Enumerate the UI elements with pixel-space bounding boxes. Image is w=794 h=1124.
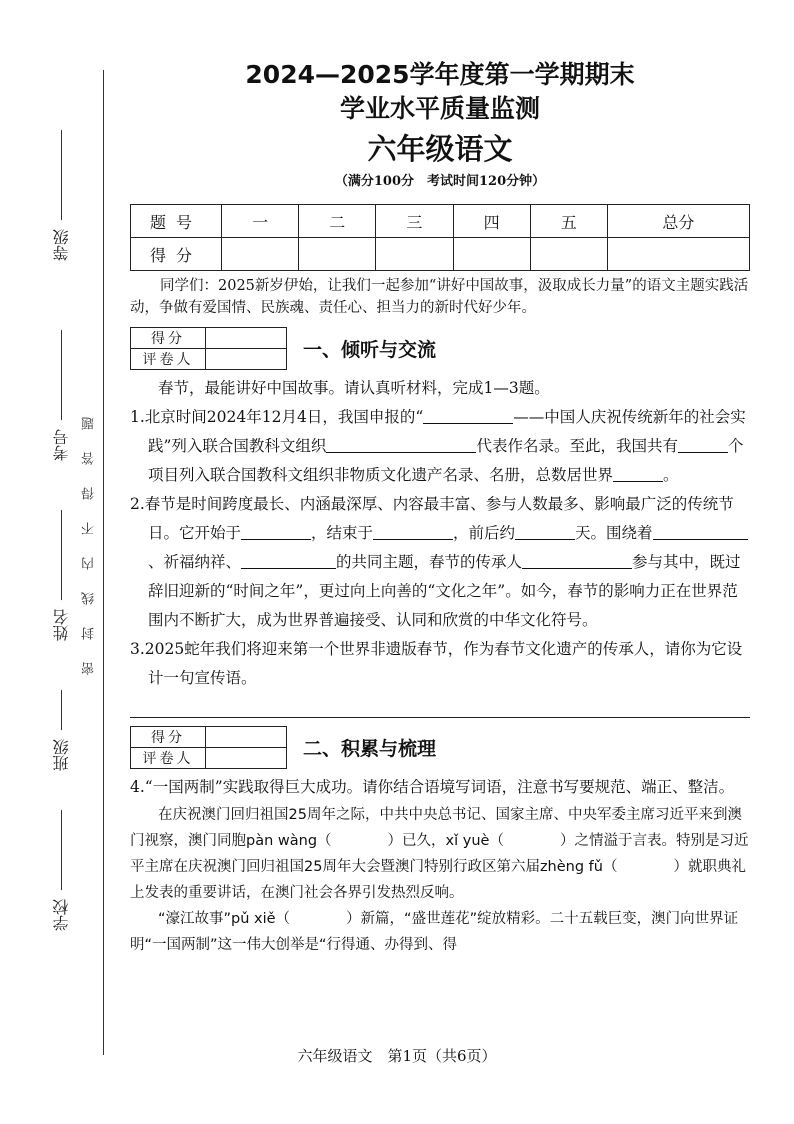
class-label: 班级 — [52, 739, 71, 772]
grader-score-label: 得分 — [131, 727, 206, 748]
exam-no-field[interactable] — [50, 330, 73, 461]
score-header-cell: 五 — [530, 205, 607, 238]
answer-blank[interactable] — [653, 521, 748, 540]
grader-box-1 — [130, 327, 287, 370]
score-header-cell: 题号 — [131, 205, 222, 238]
section1-header — [130, 327, 750, 370]
school-field[interactable] — [50, 810, 73, 931]
passage-paragraph-2: “濠江故事”pǔ xiě（ ）新篇，“盛世莲花”绽放精彩。二十五载巨变，澳门向世界证明“一国两制”这一伟大创举是“行得通、办得到、得 — [130, 911, 739, 953]
grader-name-cell[interactable] — [206, 349, 287, 370]
score-table-header-row — [131, 205, 750, 238]
name-label: 姓名 — [52, 609, 71, 642]
exam-no-label: 考号 — [52, 429, 71, 462]
score-header-cell: 四 — [453, 205, 530, 238]
page-footer: 六年级语文 第1页（共6页） — [297, 1047, 497, 1065]
binding-margin — [0, 0, 120, 1124]
section1-title: 一、倾听与交流 — [303, 339, 437, 361]
answer-blank[interactable] — [373, 521, 453, 540]
score-cell[interactable] — [607, 238, 749, 271]
question-1: 1.北京时间2024年12月4日，我国申报的“ ——中国人庆祝传统新年的社会实践”列入联合国教科文组织 代表作名录。至此，我国共有 个项目列入联合国教科文组织非物质文化遗产名录、名册，总数居世界 。 — [130, 403, 750, 490]
grader-name-label: 评卷人 — [131, 748, 206, 769]
name-field[interactable] — [50, 510, 73, 641]
score-cell[interactable] — [222, 238, 299, 271]
answer-blank[interactable] — [515, 521, 575, 540]
grader-score-label: 得分 — [131, 328, 206, 349]
section1-lead: 春节，最能讲好中国故事。请认真听材料，完成1—3题。 — [158, 379, 550, 397]
score-header-cell: 总分 — [607, 205, 749, 238]
section-divider — [130, 717, 750, 718]
grader-name-cell[interactable] — [206, 748, 287, 769]
score-table-score-row — [131, 238, 750, 271]
score-table — [130, 204, 750, 271]
score-row-label: 得分 — [131, 238, 222, 271]
score-header-cell: 二 — [299, 205, 376, 238]
grade-field[interactable] — [50, 130, 73, 261]
score-cell[interactable] — [299, 238, 376, 271]
score-cell[interactable] — [376, 238, 453, 271]
question-3: 3.2025蛇年我们将迎来第一个世界非遗版春节，作为春节文化遗产的传承人，请你为它设计一句宣传语。 — [130, 640, 743, 687]
score-header-cell: 三 — [376, 205, 453, 238]
grader-score-cell[interactable] — [206, 727, 287, 748]
grader-score-cell[interactable] — [206, 328, 287, 349]
score-cell[interactable] — [453, 238, 530, 271]
class-field[interactable] — [50, 690, 73, 771]
grader-box-2 — [130, 726, 287, 769]
question-2: 2.春节是时间跨度最长、内涵最深厚、内容最丰富、参与人数最多、影响最广泛的传统节日。它开始于 ，结束于 ，前后约 天。围绕着、祈福纳祥、 的共同主题，春节的传承人 参与其中，既过辞旧迎新的“时间之年”，更过向上向善的“文化之年”。如今，春节的影响力正在世界范围内不断扩大，成为世界普遍接受、认同和欣赏的中华文化符号。 — [130, 490, 750, 635]
intro-text: 同学们：2025新岁伊始，让我们一起参加“讲好中国故事，汲取成长力量”的语文主题实践活动，争做有爱国情、民族魂、责任心、担当力的新时代好少年。 — [130, 278, 749, 316]
passage-paragraph-1: 在庆祝澳门回归祖国25周年之际，中共中央总书记、国家主席、中央军委主席习近平来到澳门视察，澳门同胞pàn wàng（ ）已久，xǐ yuè（ ）之情溢于言表。特别是习近平主席在庆祝澳门回归祖国25周年大会暨澳门特别行政区第六届zhèng fǔ（ ）就职典礼上发表的重要讲话，在澳门社会各界引发热烈反响。 — [130, 807, 749, 901]
seal-line — [103, 70, 104, 1055]
exam-info: （满分100分 考试时间120分钟） — [334, 174, 546, 189]
title-line-2: 学业水平质量监测 — [339, 94, 540, 123]
answer-blank[interactable] — [241, 550, 336, 569]
exam-page — [130, 58, 750, 958]
answer-blank[interactable] — [522, 550, 632, 569]
question-4: 4.“一国两制”实践取得巨大成功。请你结合语境写词语，注意书写要规范、端正、整洁。 — [130, 778, 735, 796]
answer-blank[interactable] — [326, 434, 476, 453]
answer-blank[interactable] — [613, 463, 663, 482]
score-header-cell: 一 — [222, 205, 299, 238]
score-cell[interactable] — [530, 238, 607, 271]
section2-header — [130, 726, 750, 769]
grader-name-label: 评卷人 — [131, 349, 206, 370]
title-subject: 六年级语文 — [367, 132, 513, 166]
seal-notice: 密封线内不得答题 — [82, 395, 97, 675]
answer-blank[interactable] — [423, 405, 513, 424]
answer-blank[interactable] — [678, 434, 728, 453]
title-line-1: 2024—2025学年度第一学期期末 — [245, 60, 635, 89]
school-label: 学校 — [52, 899, 71, 932]
section2-title: 二、积累与梳理 — [303, 738, 437, 760]
grade-label: 等级 — [52, 229, 71, 262]
answer-blank[interactable] — [241, 521, 311, 540]
